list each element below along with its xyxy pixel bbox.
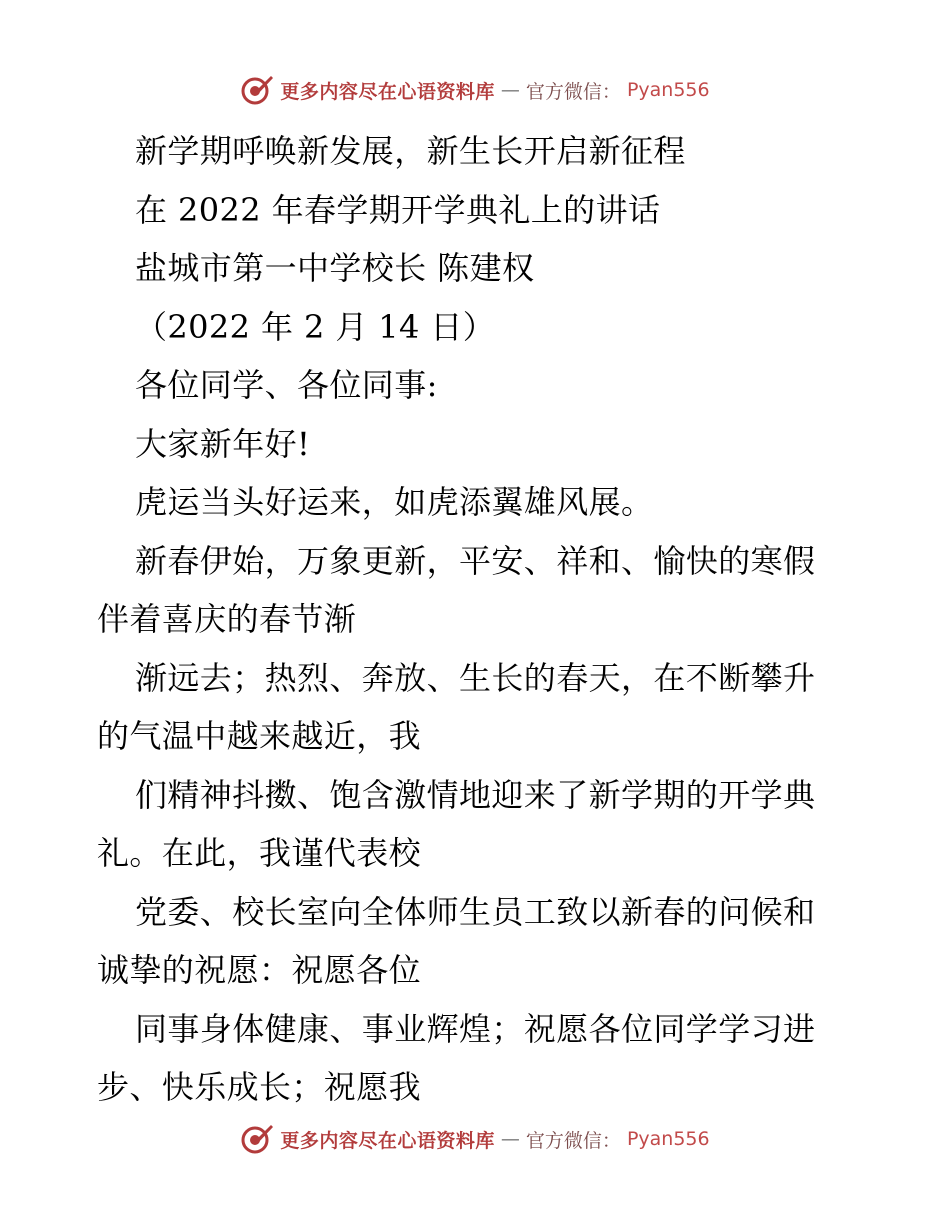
paragraph-line: 礼。在此，我谨代表校 xyxy=(97,834,422,872)
paragraph-line: 伴着喜庆的春节渐 xyxy=(97,600,357,638)
document-greeting: 大家新年好! xyxy=(135,424,311,463)
watermark-separator: — xyxy=(500,1128,520,1150)
paragraph-line: 诚挚的祝愿：祝愿各位 xyxy=(97,951,422,989)
watermark-label: 官方微信： xyxy=(525,1129,621,1152)
quill-circle-icon xyxy=(240,73,274,107)
watermark-text: 更多内容尽在心语资料库 xyxy=(280,80,495,103)
paragraph-line: 渐远去；热烈、奔放、生长的春天，在不断攀升 xyxy=(135,658,816,697)
watermark-id: Pyan556 xyxy=(626,79,710,101)
watermark-text: 更多内容尽在心语资料库 xyxy=(280,1129,495,1152)
paragraph-line: 同事身体健康、事业辉煌；祝愿各位同学学习进 xyxy=(135,1009,816,1048)
paragraph-line: 党委、校长室向全体师生员工致以新春的问候和 xyxy=(135,892,816,931)
document-author: 盐城市第一中学校长 陈建权 xyxy=(135,249,535,287)
watermark-label: 官方微信： xyxy=(525,80,621,103)
paragraph-line: 步、快乐成长；祝愿我 xyxy=(97,1068,422,1106)
paragraph-line: 们精神抖擞、饱含激情地迎来了新学期的开学典 xyxy=(135,775,816,814)
watermark-id: Pyan556 xyxy=(626,1128,710,1150)
paragraph-line: 新春伊始，万象更新，平安、祥和、愉快的寒假 xyxy=(135,541,816,580)
document-date: （2022 年 2 月 14 日） xyxy=(135,307,496,346)
paragraph-line: 的气温中越来越近，我 xyxy=(97,717,422,755)
watermark-footer xyxy=(0,1121,950,1157)
document-subtitle: 在 2022 年春学期开学典礼上的讲话 xyxy=(135,190,661,229)
document-body xyxy=(97,122,857,1117)
watermark-separator: — xyxy=(500,79,520,101)
quill-circle-icon xyxy=(240,1122,274,1156)
document-title: 新学期呼唤新发展，新生长开启新征程 xyxy=(135,132,686,170)
watermark-header xyxy=(0,72,950,108)
paragraph-line: 虎运当头好运来，如虎添翼雄风展。 xyxy=(135,483,654,521)
document-salutation: 各位同学、各位同事: xyxy=(135,366,438,404)
